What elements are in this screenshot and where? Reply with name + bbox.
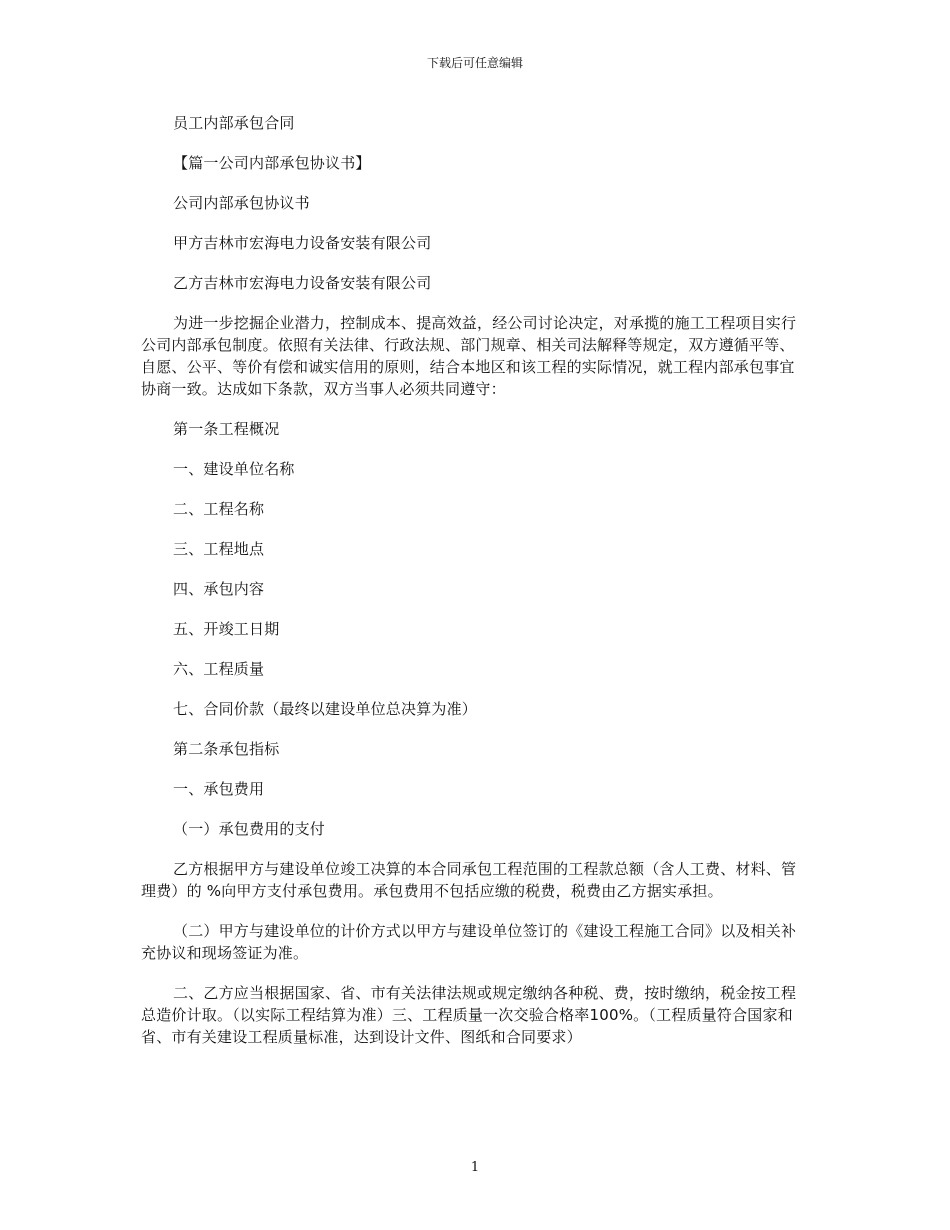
article-1-item-5: 五、开竣工日期 [173,620,280,638]
article-2-item-2-3: 二、乙方应当根据国家、省、市有关法律法规或规定缴纳各种税、费，按时缴纳，税金按工程总造价计取。（以实际工程结算为准）三、工程质量一次交验合格率100%。（工程质量符合国家和省、市有关建设工程质量标准，达到设计文件、图纸和合同要求） [141,984,797,1046]
article-1-item-2: 二、工程名称 [173,500,265,518]
article-2-paragraph-payment: 乙方根据甲方与建设单位竣工决算的本合同承包工程范围的工程款总额（含人工费、材料、管理费）的 %向甲方支付承包费用。承包费用不包括应缴的税费，税费由乙方据实承担。 [141,860,797,900]
document-title: 员工内部承包合同 [173,114,295,132]
article-2-subitem-1: （一）承包费用的支付 [173,820,326,838]
article-1-item-1: 一、建设单位名称 [173,460,295,478]
document-body [141,112,809,1066]
article-1-item-6: 六、工程质量 [173,660,265,678]
article-1-item-3: 三、工程地点 [173,540,265,558]
article-2-subitem-2: （二）甲方与建设单位的计价方式以甲方与建设单位签订的《建设工程施工合同》以及相关补充协议和现场签证为准。 [141,922,797,962]
party-b: 乙方吉林市宏海电力设备安装有限公司 [173,274,432,292]
preamble-paragraph: 为进一步挖掘企业潜力，控制成本、提高效益，经公司讨论决定，对承揽的施工工程项目实行公司内部承包制度。依照有关法律、行政法规、部门规章、相关司法解释等规定，双方遵循平等、自愿、公平、等价有偿和诚实信用的原则，结合本地区和该工程的实际情况，就工程内部承包事宜协商一致。达成如下条款，双方当事人必须共同遵守： [141,314,797,398]
page-header-note: 下载后可任意编辑 [426,56,523,70]
section-heading: 【篇一公司内部承包协议书】 [173,154,371,172]
article-2-item-1: 一、承包费用 [173,780,265,798]
article-2-heading: 第二条承包指标 [173,740,280,758]
article-1-item-7: 七、合同价款（最终以建设单位总决算为准） [173,700,478,718]
article-1-heading: 第一条工程概况 [173,420,280,438]
party-a: 甲方吉林市宏海电力设备安装有限公司 [173,234,432,252]
page-number: 1 [470,1160,480,1175]
agreement-title: 公司内部承包协议书 [173,194,310,212]
article-1-item-4: 四、承包内容 [173,580,265,598]
